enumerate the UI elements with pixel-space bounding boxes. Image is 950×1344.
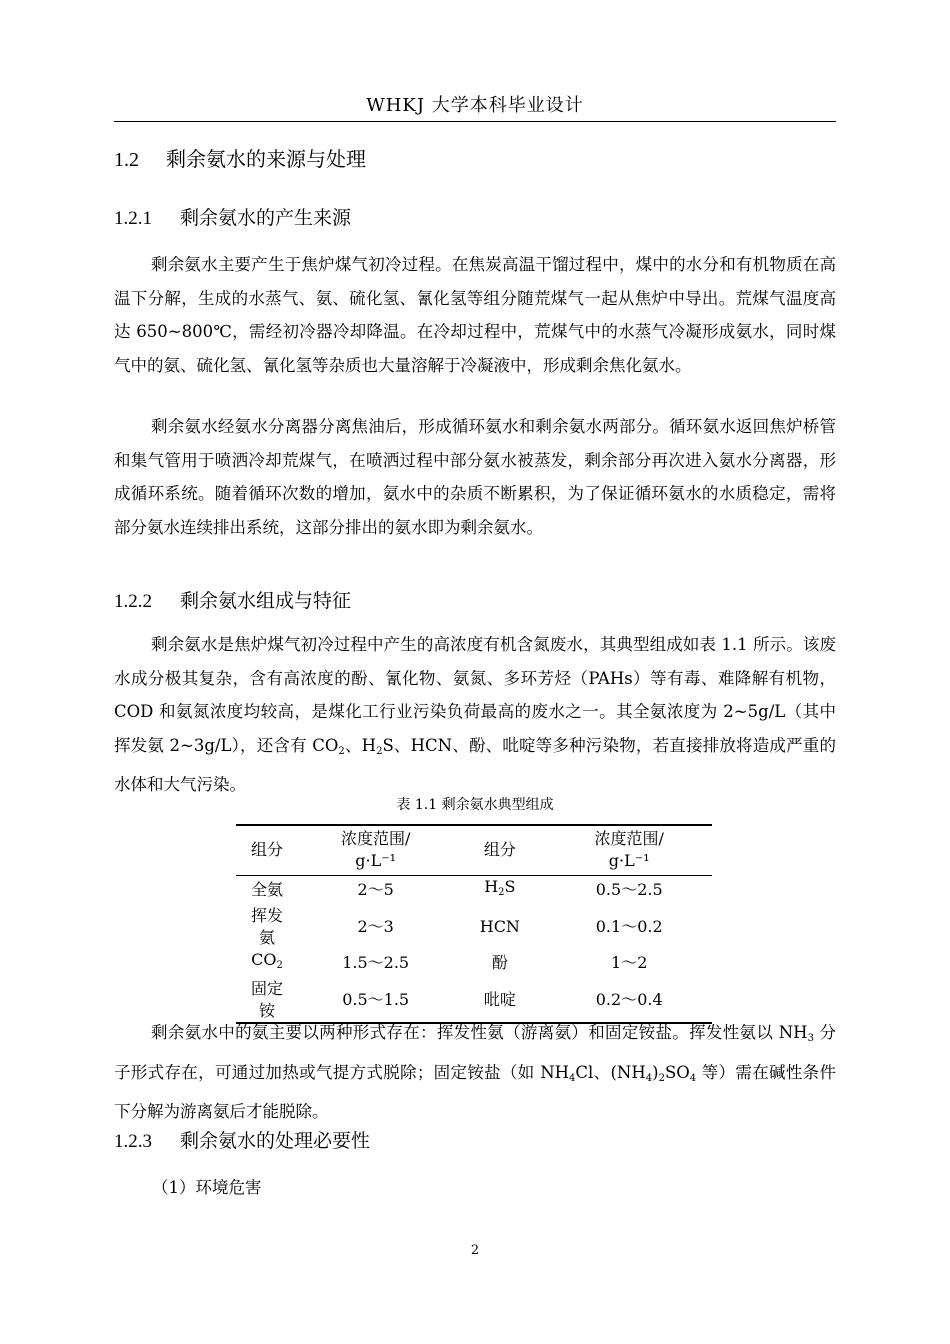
table-caption: 表 1.1 剩余氨水典型组成 — [396, 797, 554, 813]
header-concentration-line1: 浓度范围/ — [594, 829, 664, 849]
header-rule — [114, 121, 836, 122]
section-number: 1.2 — [114, 149, 139, 171]
text-run: S、HCN、酚、吡啶等多种污染物，若直接排放将造成严重的水体和大气污染。 — [114, 735, 836, 794]
header-component: 组分 — [251, 840, 284, 860]
value-cell: 0.5～1.5 — [342, 989, 410, 1009]
subscript: 2 — [376, 745, 383, 757]
subscript: 2 — [276, 960, 283, 971]
text-run: 分子形式存在，可通过加热或气提方式脱除；固定铵盐（如 NH — [114, 1023, 836, 1082]
subscript: 2 — [338, 745, 345, 757]
list-item-environmental-hazard: （1）环境危害 — [152, 1178, 262, 1197]
text-run: S — [504, 876, 516, 896]
paragraph-1: 剩余氨水主要产生于焦炉煤气初冷过程。在焦炭高温干馏过程中，煤中的水分和有机物质在高温下分解，生成的水蒸气、氨、硫化氢、氰化氢等组分随荒煤气一起从焦炉中导出。荒煤气温度高达 650~800℃，需经初冷器冷却降温。在冷却过程中，荒煤气中的水蒸气冷凝形成氨水，同时煤气中的氨、硫化氢、氰化氢等杂质也大量溶解于冷凝液中，形成剩余焦化氨水。 — [114, 255, 836, 375]
text-run: H — [484, 876, 499, 896]
component-cell: 挥发氨 — [251, 905, 284, 947]
section-heading-1-2 — [114, 146, 366, 173]
subscript: 2 — [658, 1072, 665, 1084]
section-number: 1.2.3 — [114, 1131, 152, 1152]
component-cell: 全氨 — [251, 879, 284, 899]
subscript: 4 — [569, 1072, 576, 1084]
component-cell: 酚 — [491, 953, 508, 972]
paragraph-2: 剩余氨水经氨水分离器分离焦油后，形成循环氨水和剩余氨水两部分。循环氨水返回焦炉桥管和集气管用于喷洒冷却荒煤气，在喷洒过程中部分氨水被蒸发，剩余部分再次进入氨水分离器，形成循环系统。随着循环次数的增加，氨水中的杂质不断累积，为了保证循环氨水的水质稳定，需将部分氨水连续排出系统，这部分排出的氨水即为剩余氨水。 — [114, 417, 836, 537]
subscript: 2 — [498, 886, 505, 898]
table-header-row — [236, 825, 712, 875]
value-cell: 2～3 — [357, 916, 394, 936]
value-cell: 2～5 — [357, 879, 394, 899]
component-cell: 吡啶 — [483, 989, 516, 1009]
value-cell: 0.1～0.2 — [595, 916, 663, 936]
section-heading-1-2-1 — [114, 205, 351, 232]
subscript: 4 — [689, 1072, 697, 1084]
value-cell: 0.5～2.5 — [595, 879, 663, 899]
paragraph-4 — [114, 1016, 836, 1129]
text-run: 剩余氨水中的氨主要以两种形式存在：挥发性氨（游离氨）和固定铵盐。挥发性氨以 NH — [151, 1023, 808, 1042]
page-header: WHKJ 大学本科毕业设计 — [366, 95, 584, 116]
section-title: 剩余氨水的来源与处理 — [166, 147, 366, 171]
table-row — [236, 904, 712, 949]
header-concentration — [546, 825, 712, 875]
section-heading-1-2-2 — [114, 588, 351, 615]
component-cell — [453, 875, 546, 904]
section-number: 1.2.1 — [114, 208, 152, 229]
text-run: 、H — [344, 735, 377, 755]
section-number: 1.2.2 — [114, 591, 152, 612]
value-cell: 1～2 — [611, 953, 648, 972]
section-title: 剩余氨水的产生来源 — [180, 207, 352, 229]
value-cell: 1.5～2.5 — [342, 953, 410, 972]
page-number: 2 — [470, 1243, 480, 1258]
header-concentration-unit: g·L⁻¹ — [355, 851, 397, 871]
header-concentration-line1: 浓度范围/ — [340, 829, 411, 849]
header-component: 组分 — [483, 840, 516, 860]
section-title: 剩余氨水的处理必要性 — [180, 1130, 371, 1152]
component-cell — [236, 949, 298, 977]
header-concentration — [298, 825, 453, 875]
text-run: ) — [652, 1062, 659, 1082]
text-run: CO — [251, 950, 277, 969]
section-title: 剩余氨水组成与特征 — [180, 590, 352, 612]
text-run: Cl、(NH — [575, 1062, 646, 1082]
header-concentration-unit: g·L⁻¹ — [608, 851, 650, 871]
subscript: 4 — [645, 1072, 653, 1084]
composition-table — [236, 824, 712, 1024]
text-run: 剩余氨水是焦炉煤气初冷过程中产生的高浓度有机含氮废水，其典型组成如表 1.1 所示。该废水成分极其复杂，含有高浓度的酚、氰化物、氨氮、多环芳烃（PAHs）等有毒、难降解有机物，COD 和氨氮浓度均较高，是煤化工行业污染负荷最高的废水之一。其全氨浓度为 2~5g/L（其中挥发氨 2~3g/L），还含有 CO — [114, 635, 836, 755]
section-heading-1-2-3 — [114, 1128, 370, 1155]
value-cell: 0.2～0.4 — [595, 989, 663, 1009]
table-row — [236, 875, 712, 904]
text-run: SO — [664, 1062, 690, 1082]
table-row — [236, 949, 712, 977]
component-cell: HCN — [479, 916, 520, 936]
paragraph-3 — [114, 628, 836, 802]
subscript: 3 — [807, 1033, 814, 1044]
text-run: 等）需在碱性条件下分解为游离氨后才能脱除。 — [114, 1062, 837, 1121]
component-cell: 固定铵 — [251, 978, 284, 1020]
